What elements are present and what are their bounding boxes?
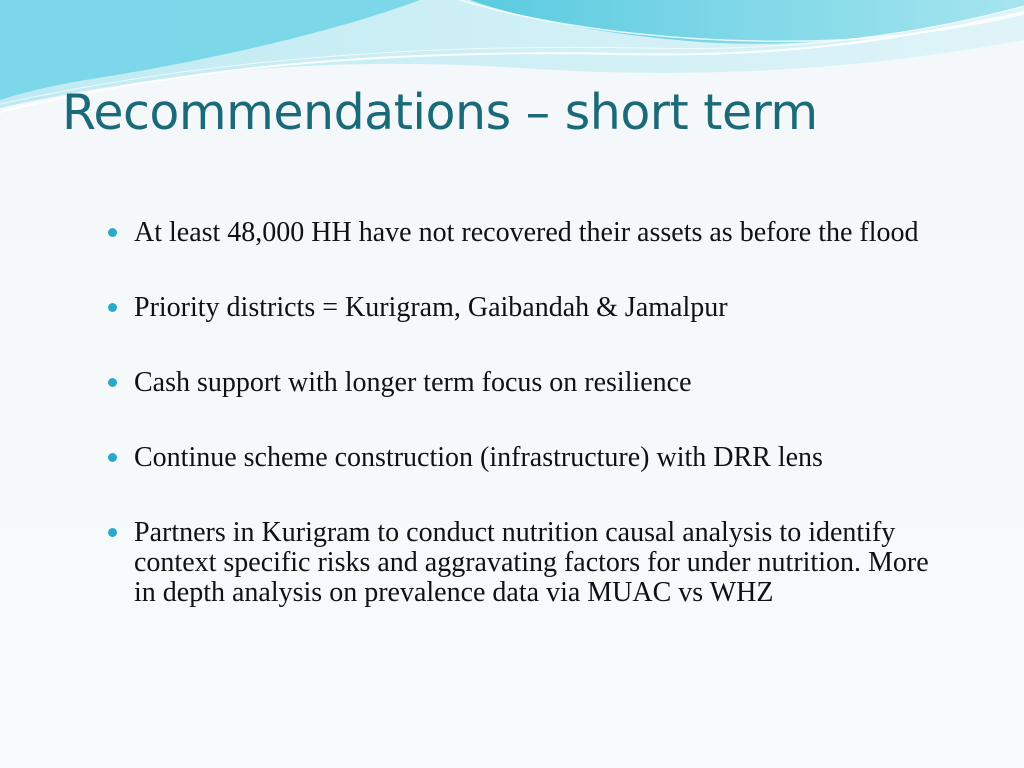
bullet-dot-icon	[108, 303, 117, 312]
bullet-item	[108, 293, 948, 323]
bullet-text: Priority districts = Kurigram, Gaibandah & Jamalpur	[134, 292, 728, 323]
bullet-item	[108, 443, 948, 473]
bullet-text: Partners in Kurigram to conduct nutrition causal analysis to identify context specific risks and aggravating factors for under nutrition. More in depth analysis on prevalence data via MUAC vs WHZ	[134, 517, 929, 608]
bullet-item	[108, 218, 948, 248]
bullet-list	[108, 218, 948, 608]
bullet-dot-icon	[108, 228, 117, 237]
bullet-dot-icon	[108, 453, 117, 462]
bullet-text: Continue scheme construction (infrastructure) with DRR lens	[134, 442, 823, 473]
bullet-text: At least 48,000 HH have not recovered their assets as before the flood	[134, 217, 919, 248]
bullet-item	[108, 518, 948, 608]
slide-title: Recommendations – short term	[62, 84, 818, 141]
bullet-dot-icon	[108, 378, 117, 387]
bullet-dot-icon	[108, 528, 117, 537]
bullet-text: Cash support with longer term focus on resilience	[134, 367, 692, 398]
bullet-item	[108, 368, 948, 398]
